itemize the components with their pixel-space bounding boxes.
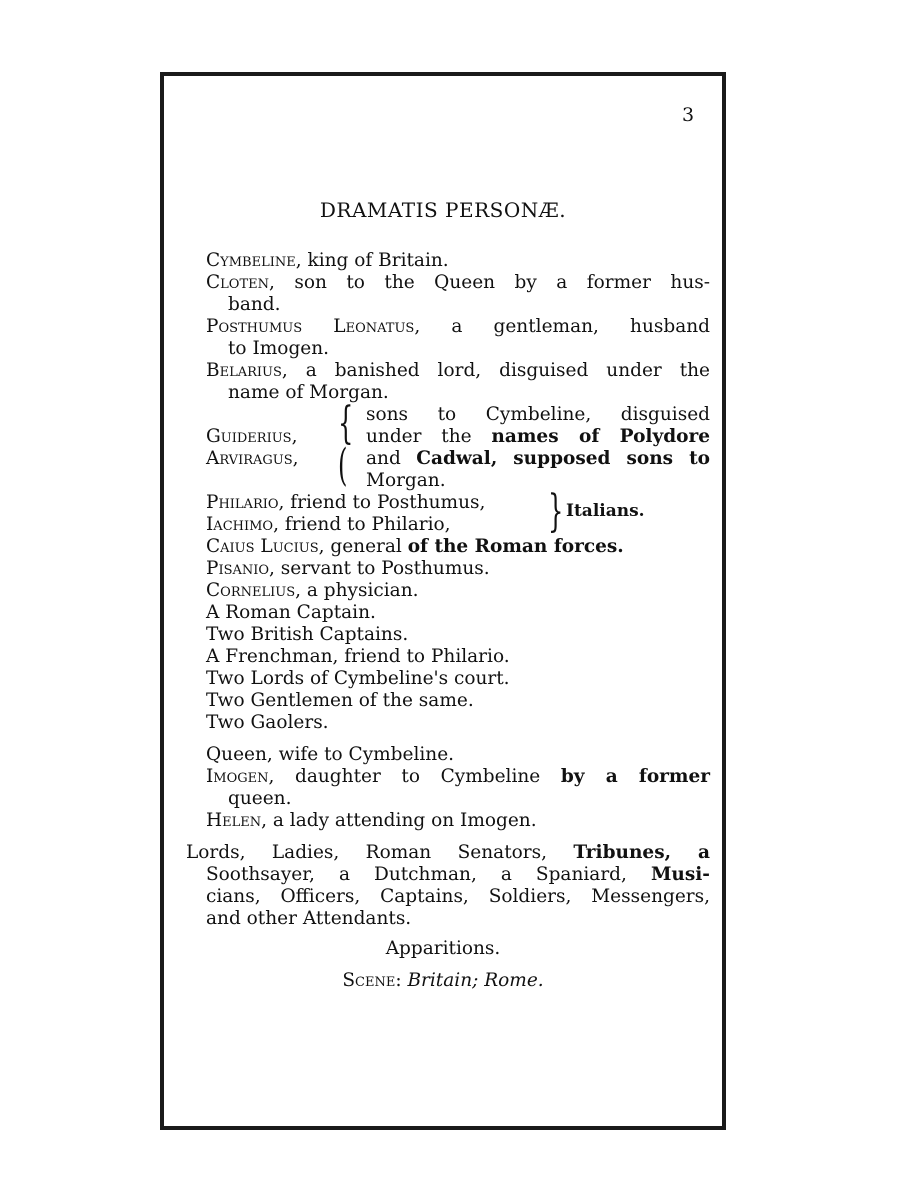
entry-posthumus <box>206 316 710 338</box>
character-arviragus: Arviragus, <box>206 448 299 469</box>
character-desc: , a physician. <box>295 580 419 601</box>
entry-imogen-cont: queen. <box>228 788 292 809</box>
entry-cloten-cont: band. <box>228 294 281 315</box>
brace-bottom: ( <box>338 440 348 491</box>
entry-queen: Queen, wife to Cymbeline. <box>206 744 455 765</box>
brothers-desc-1: sons to Cymbeline, disguised <box>366 404 710 425</box>
character-desc: , a banished lord, disguised under the <box>281 360 710 381</box>
character-name: Philario <box>206 492 279 513</box>
character-name: Caius Lucius <box>206 536 319 557</box>
others-line-3: cians, Officers, Captains, Soldiers, Messengers, <box>206 886 710 907</box>
page-title: DRAMATIS PERSONÆ. <box>319 198 567 222</box>
brace-italians: } <box>548 486 564 537</box>
entry-cloten <box>206 272 710 294</box>
character-name: Cloten <box>206 272 269 293</box>
entry-philario <box>206 492 485 514</box>
entry-cymbeline <box>206 250 449 272</box>
others-line-2: Soothsayer, a Dutchman, a Spaniard, Musi- <box>206 864 710 885</box>
character-name: Belarius <box>206 360 282 381</box>
character-name: Iachimo <box>206 514 274 535</box>
character-desc: , a lady attending on Imogen. <box>261 810 537 831</box>
character-desc: , king of Britain. <box>295 250 449 271</box>
entry-minor: Two Lords of Cymbeline's court. <box>206 668 510 689</box>
entry-caius-lucius: Caius Lucius, general of the Roman forces. <box>206 536 624 557</box>
entry-iachimo <box>206 514 451 536</box>
character-desc: , friend to Philario, <box>273 514 451 535</box>
others-line-4: and other Attendants. <box>206 908 412 929</box>
brothers-desc-3: and Cadwal, supposed sons to <box>366 448 710 469</box>
character-name: Imogen <box>206 766 269 787</box>
entry-minor: Two Gaolers. <box>206 712 329 733</box>
entry-minor: Two Gentlemen of the same. <box>206 690 474 711</box>
scene-line: Scene: Britain; Rome. <box>342 970 544 991</box>
character-name: Cornelius <box>206 580 296 601</box>
italians-label: Italians. <box>566 501 645 521</box>
entry-minor: A Frenchman, friend to Philario. <box>206 646 510 667</box>
entry-belarius <box>206 360 710 382</box>
character-desc: , a gentleman, husband <box>414 316 710 337</box>
brothers-desc-2: under the names of Polydore <box>366 426 710 447</box>
character-name: Pisanio <box>206 558 270 579</box>
page-number: 3 <box>682 104 695 126</box>
character-desc: , servant to Posthumus. <box>269 558 490 579</box>
others-line-1: Lords, Ladies, Roman Senators, Tribunes, a <box>186 842 710 863</box>
brace-top: { <box>338 398 354 449</box>
apparitions: Apparitions. <box>385 938 501 959</box>
entry-cornelius <box>206 580 419 602</box>
entry-minor: Two British Captains. <box>206 624 409 645</box>
entry-posthumus-cont: to Imogen. <box>228 338 330 359</box>
entry-belarius-cont: name of Morgan. <box>228 382 389 403</box>
character-guiderius: Guiderius, <box>206 426 298 447</box>
character-name: Helen <box>206 810 262 831</box>
character-desc: , friend to Posthumus, <box>278 492 486 513</box>
character-name: Cymbeline <box>206 250 296 271</box>
entry-minor: A Roman Captain. <box>206 602 376 623</box>
entry-helen <box>206 810 537 832</box>
entry-imogen: Imogen, daughter to Cymbeline by a former <box>206 766 710 787</box>
character-desc: , son to the Queen by a former hus- <box>268 272 710 293</box>
entry-pisanio <box>206 558 490 580</box>
character-name: Posthumus Leonatus <box>206 316 415 337</box>
brothers-desc-4: Morgan. <box>366 470 446 491</box>
